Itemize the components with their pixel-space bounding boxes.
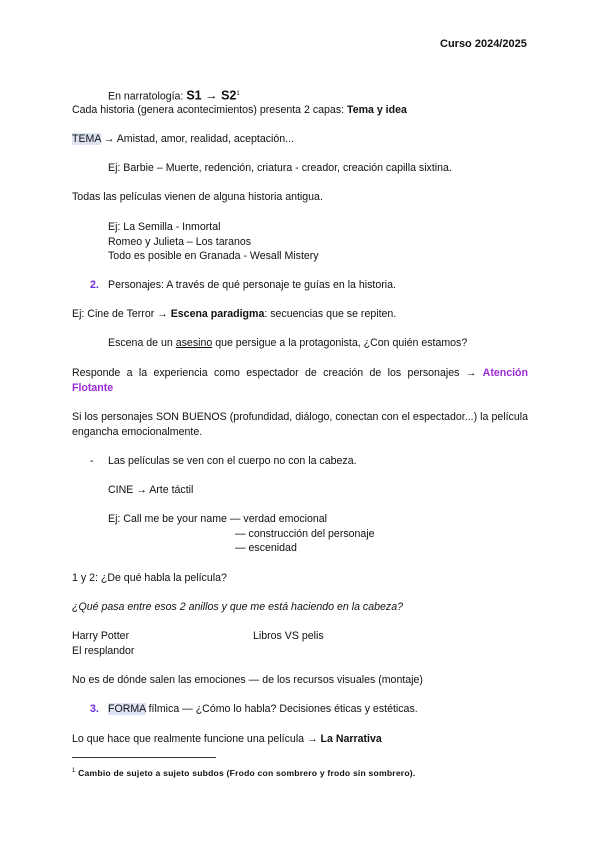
footnote-text: Cambio de sujeto a sujeto subdos (Frodo con sombrero y frodo sin sombrero). — [78, 767, 416, 778]
buenos-paragraph: Si los personajes SON BUENOS (profundidad, diálogo, conectan con el espectador...) la película engancha emocionalmente. — [72, 411, 528, 438]
footnote-mark: 1 — [72, 768, 76, 774]
habla-line: 1 y 2: ¿De qué habla la película? — [72, 572, 227, 584]
forma-line — [108, 703, 418, 716]
item2-number: 2. — [90, 279, 99, 291]
item2-text: Personajes: A través de qué personaje te guías en la historia. — [108, 279, 396, 291]
granada-line: Todo es posible en Granada - Wesall Mistery — [108, 250, 319, 262]
forma-label: FORMA — [108, 703, 146, 715]
tema-line — [72, 133, 294, 146]
libros-line: Libros VS pelis — [253, 630, 324, 642]
terror-post: : secuencias que se repiten. — [264, 308, 397, 320]
capas-text: Cada historia (genera acontecimientos) presenta 2 capas: — [72, 104, 348, 116]
narratologia-label: En narratología: — [108, 90, 187, 103]
narrativa-line — [72, 733, 382, 746]
footnote — [72, 765, 415, 780]
item3-line — [90, 703, 99, 716]
harry-line: Harry Potter — [72, 630, 130, 642]
semilla-line: Ej: La Semilla - Inmortal — [108, 221, 221, 233]
terror-line — [72, 308, 396, 321]
resplandor-line: El resplandor — [72, 645, 135, 657]
narrativa-bold: La Narrativa — [320, 733, 382, 745]
item3-number: 3. — [90, 703, 99, 715]
capas-bold: Tema y idea — [347, 104, 407, 116]
construccion-line: — construcción del personaje — [235, 528, 375, 540]
footnote-ref[interactable]: 1 — [236, 91, 240, 97]
asesino-line — [108, 337, 467, 350]
escenidad-line: — escenidad — [235, 542, 297, 554]
narrativa-text: Lo que hace que realmente funcione una película → — [72, 733, 321, 745]
terror-text: Ej: Cine de Terror → — [72, 308, 171, 320]
asesino-underlined: asesino — [175, 337, 213, 349]
forma-text: fílmica — ¿Cómo lo habla? Decisiones éticas y estéticas. — [145, 703, 418, 715]
emociones-line: No es de dónde salen las emociones — de los recursos visuales (montaje) — [72, 674, 423, 686]
atencion-flotante: Atención Flotante — [72, 367, 528, 394]
narratologia-line — [108, 88, 240, 104]
bullet-dash: - — [90, 455, 94, 467]
tema-label: TEMA — [72, 133, 101, 145]
footnote-divider — [72, 757, 216, 758]
terror-bold: Escena paradigma — [170, 308, 265, 320]
romeo-line: Romeo y Julieta – Los taranos — [108, 236, 252, 248]
tema-text: → Amistad, amor, realidad, aceptación... — [100, 133, 294, 145]
asesino-pre: Escena de un — [108, 337, 176, 349]
anillos-line: ¿Qué pasa entre esos 2 anillos y que me está haciendo en la cabeza? — [72, 601, 403, 613]
responde-text: Responde a la experiencia como espectador de creación de los personajes → — [72, 367, 483, 379]
barbie-line: Ej: Barbie – Muerte, redención, criatura - creador, creación capilla sixtina. — [108, 162, 452, 174]
course-header: Curso 2024/2025 — [440, 38, 527, 50]
todas-line: Todas las películas vienen de alguna historia antigua. — [72, 191, 323, 203]
capas-line — [72, 104, 407, 117]
callme-line: Ej: Call me be your name — verdad emocional — [108, 513, 328, 525]
item2-line — [90, 279, 99, 292]
narratologia-formula: S1 → S2 — [186, 88, 237, 103]
asesino-post: que persigue a la protagonista, ¿Con quién estamos? — [212, 337, 468, 349]
cuerpo-line: Las películas se ven con el cuerpo no con la cabeza. — [108, 455, 357, 467]
responde-paragraph — [72, 366, 528, 396]
cine-line: CINE → Arte táctil — [108, 484, 194, 496]
